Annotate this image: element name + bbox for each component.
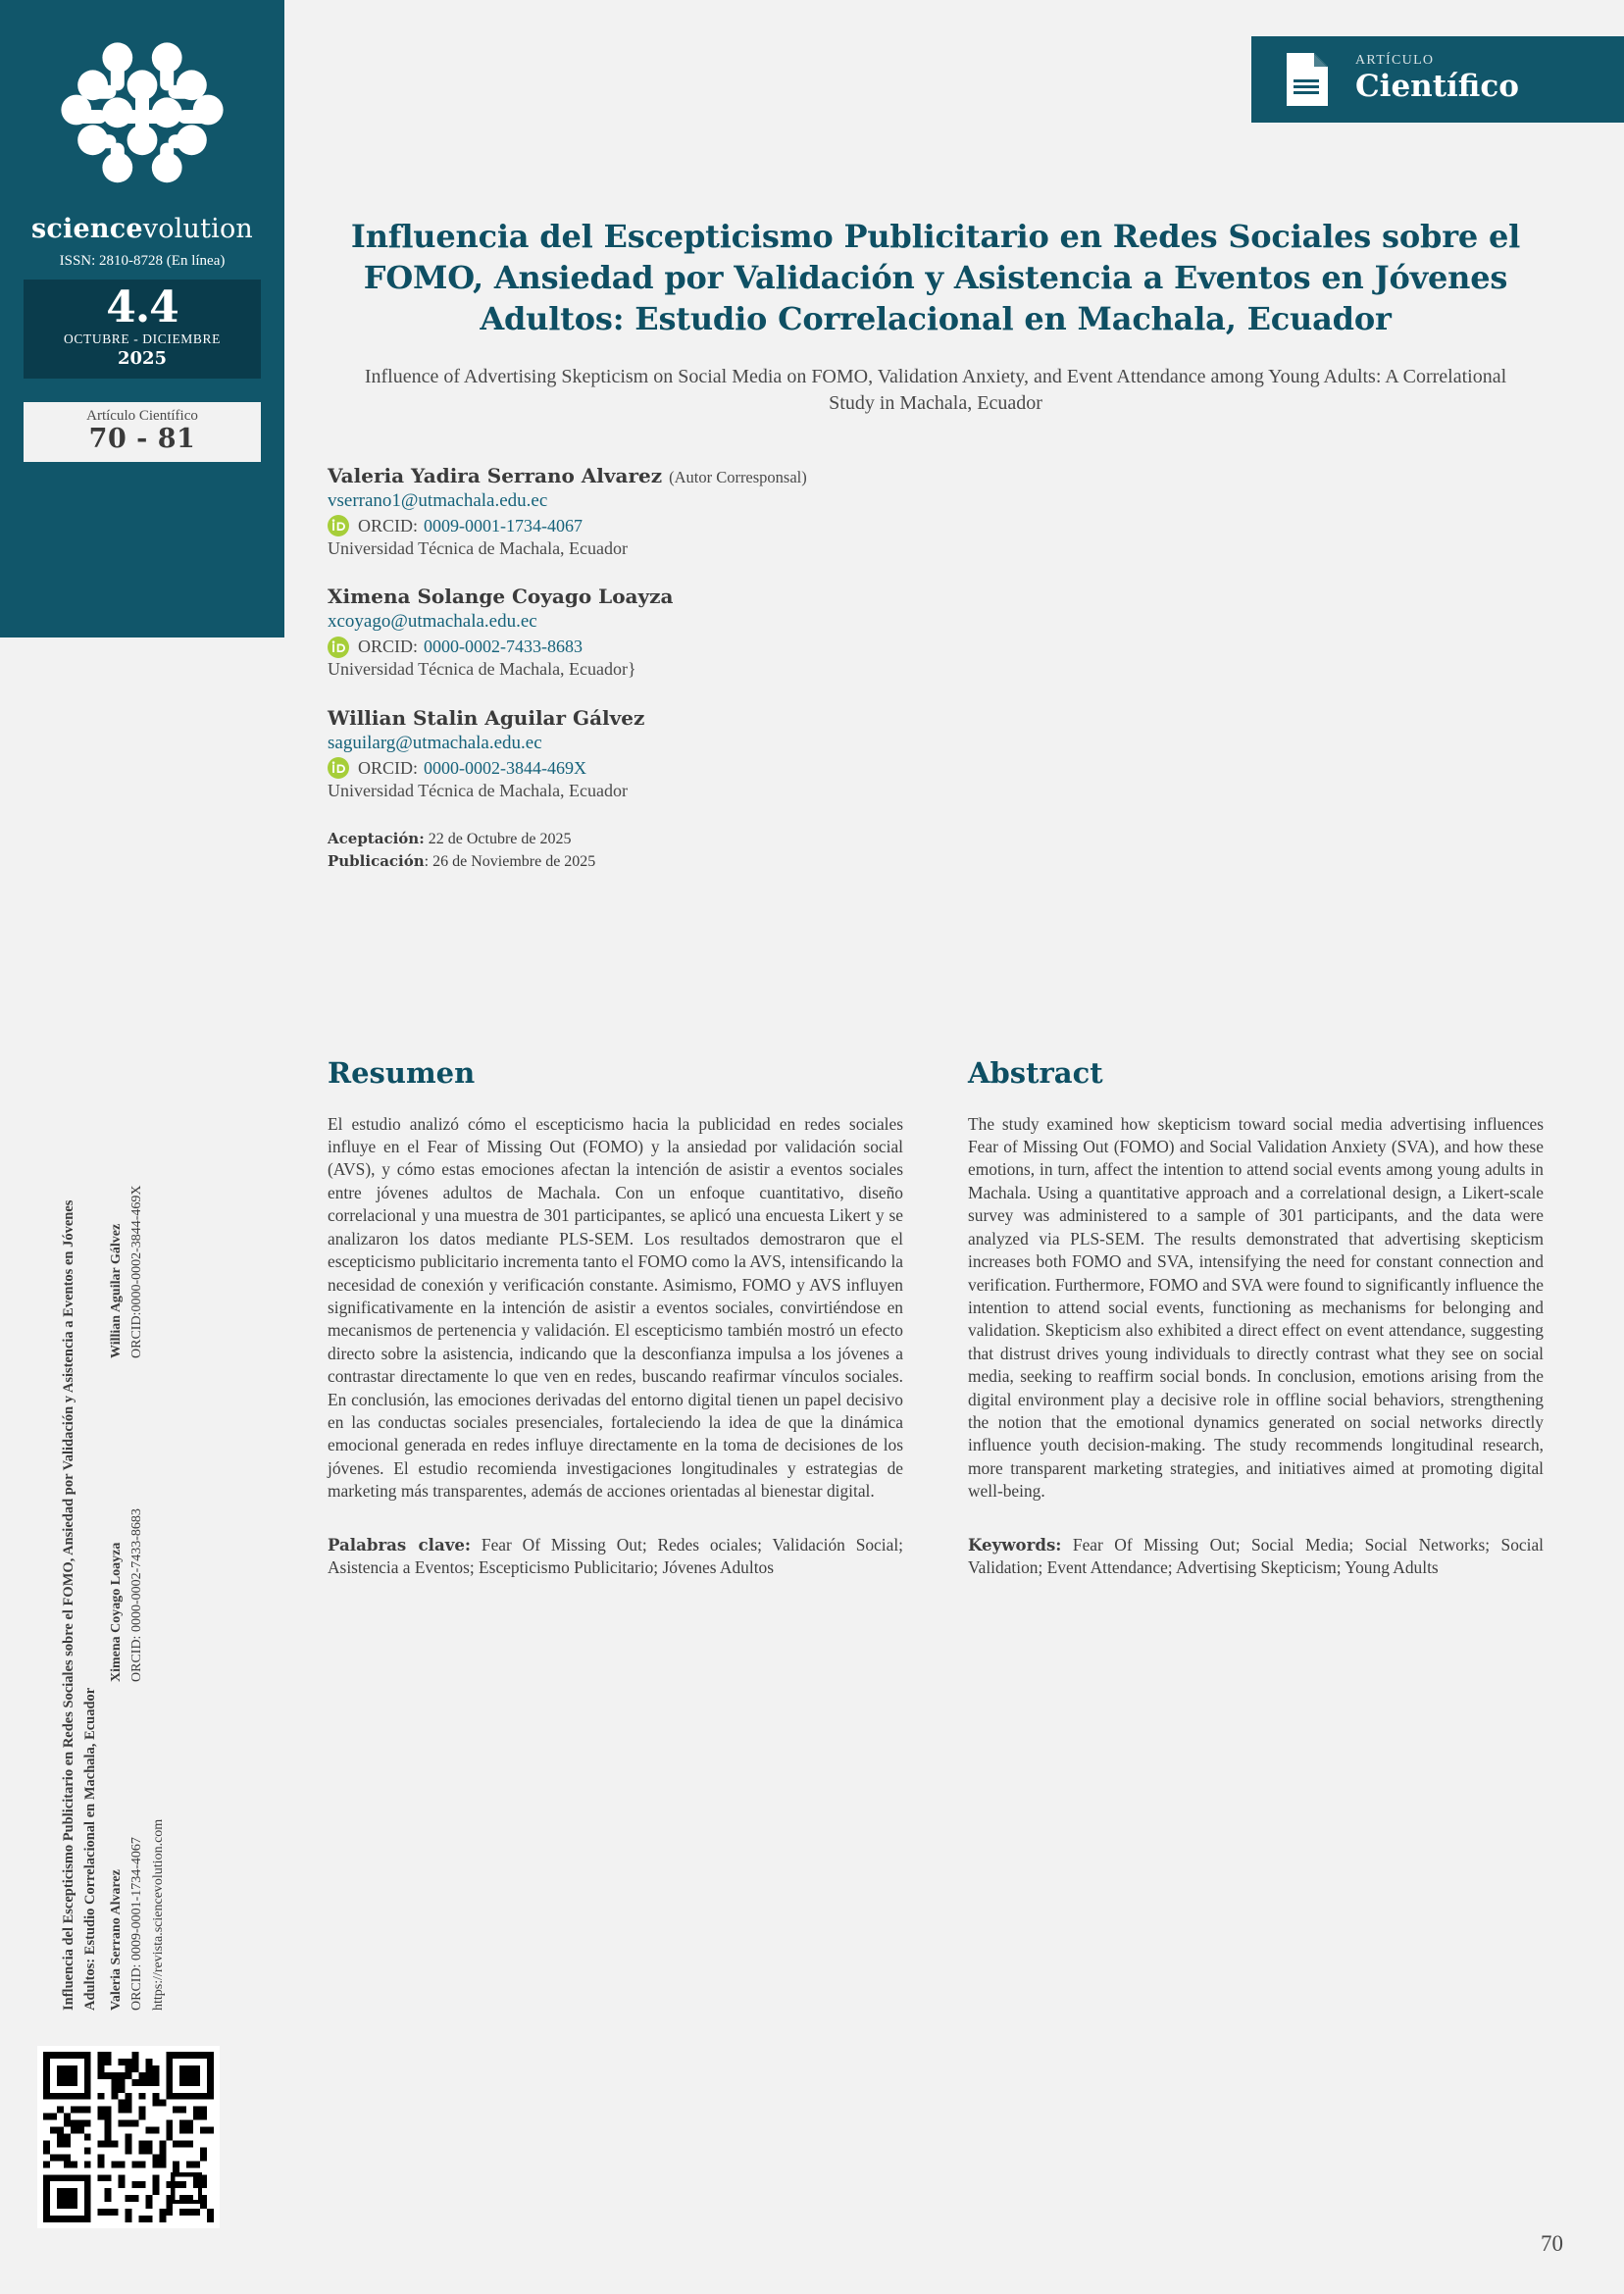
sciencevolution-logo-icon — [60, 27, 225, 192]
author-orcid-line[interactable] — [328, 515, 1014, 537]
issue-number: 4.4 — [106, 282, 178, 332]
running-author-2-name: Ximena Coyago Loayza — [109, 1542, 124, 1682]
author-name — [328, 705, 1014, 732]
brand-wordmark-bold: science — [31, 214, 143, 244]
orcid-label: ORCID: — [358, 757, 419, 778]
brand-banner — [0, 0, 284, 637]
running-author-3-orcid: ORCID:0000-0002-3844-469X — [129, 1185, 144, 1358]
orcid-id[interactable]: 0000-0002-7433-8683 — [424, 637, 583, 657]
issue-year: 2025 — [117, 348, 168, 370]
author-name-text: Valeria Yadira Serrano Alvarez — [328, 463, 663, 487]
badge-main-label: Científico — [1355, 69, 1519, 105]
author-block — [328, 705, 1014, 802]
abstract-column — [968, 1056, 1544, 1580]
author-block — [328, 463, 1014, 560]
running-author-2-orcid: ORCID: 0000-0002-7433-8683 — [129, 1508, 144, 1682]
abstract-keywords — [968, 1534, 1544, 1580]
running-author-1-name: Valeria Serrano Alvarez — [109, 1869, 124, 2011]
orcid-label: ORCID: — [358, 515, 419, 535]
resumen-keywords-value: Fear Of Missing Out; Redes ociales; Validación Social; Asistencia a Eventos; Escepticismo Publicitario; Jóvenes Adultos — [328, 1534, 903, 1577]
brand-wordmark-light: volution — [142, 214, 253, 244]
abstract-columns — [328, 1056, 1544, 1580]
orcid-id[interactable]: 0000-0002-3844-469X — [424, 757, 586, 778]
author-orcid-line[interactable] — [328, 636, 1014, 658]
publication-date-line — [328, 850, 1544, 873]
acceptance-value: 22 de Octubre de 2025 — [424, 831, 572, 848]
authors-list — [328, 463, 1014, 802]
page-title: Influencia del Escepticismo Publicitario en Redes Sociales sobre el FOMO, Ansiedad por Validación y Asistencia a Eventos en Jóvenes Adultos: Estudio Correlacional en Machala, Ecuador — [350, 218, 1521, 338]
author-affiliation: Universidad Técnica de Machala, Ecuador} — [328, 659, 636, 680]
page-number: 70 — [1541, 2231, 1563, 2256]
article-kind-label: Artículo Científico — [86, 408, 198, 424]
badge-kicker: ARTÍCULO — [1355, 53, 1435, 69]
vertical-running-head — [43, 642, 229, 2035]
abstract-keywords-label: Keywords: — [968, 1534, 1062, 1555]
abstract-heading: Abstract — [968, 1055, 1103, 1090]
publication-value: : 26 de Noviembre de 2025 — [424, 853, 596, 871]
issue-months: OCTUBRE - DICIEMBRE — [64, 331, 221, 347]
publication-label: Publicación — [328, 852, 425, 871]
corresponding-author-note: (Autor Corresponsal) — [669, 467, 807, 486]
publication-dates — [328, 828, 1544, 873]
author-email[interactable]: saguilarg@utmachala.edu.ec — [328, 732, 542, 753]
author-name-text: Ximena Solange Coyago Loayza — [328, 585, 674, 609]
resumen-heading: Resumen — [328, 1055, 476, 1090]
main-content — [328, 0, 1544, 1579]
running-title-line1: Influencia del Escepticismo Publicitario en Redes Sociales sobre el FOMO, Ansiedad por Validación y Asistencia a Eventos en Jóvenes — [61, 1199, 76, 2011]
abstract-keywords-value: Fear Of Missing Out; Social Media; Social Networks; Social Validation; Event Attendance; Advertising Skepticism; Young Adults — [968, 1534, 1544, 1577]
author-affiliation: Universidad Técnica de Machala, Ecuador — [328, 780, 629, 800]
author-affiliation: Universidad Técnica de Machala, Ecuador — [328, 537, 629, 558]
author-name-text: Willian Stalin Aguilar Gálvez — [328, 705, 645, 730]
page-subtitle-english: Influence of Advertising Skepticism on Social Media on FOMO, Validation Anxiety, and Event Attendance among Young Adults: A Correlational Study in Machala, Ecuador — [364, 365, 1507, 415]
resumen-keywords — [328, 1534, 903, 1580]
resumen-body: El estudio analizó cómo el escepticismo hacia la publicidad en redes sociales influye en el Fear of Missing Out (FOMO) y la ansiedad por validación social (AVS), y cómo estas emociones afectan la intención de asistir a eventos sociales entre jóvenes adultos de Machala. Con un enfoque cuantitativo, diseño correlacional y una muestra de 301 participantes, se aplicó una encuesta Likert y se analizaron los datos mediante PLS-SEM. Los resultados demostraron que el escepticismo publicitario incrementa tanto el FOMO como la AVS, intensificando la necesidad de conexión y verificación constante. Asimismo, FOMO y AVS influyen significativamente en la intención de asistir a eventos sociales, convirtiéndose en mecanismos de pertenencia y validación. El escepticismo también mostró un efecto directo sobre la asistencia, indicando que la desconfianza impulsa a los jóvenes a contrastar directamente lo que ven en redes, buscando reafirmar vínculos sociales. En conclusión, las emociones derivadas del entorno digital tienen un papel decisivo en las conductas sociales presenciales, fortaleciendo la idea de que la dinámica emocional generada en redes influye directamente en la toma de decisiones de los jóvenes. El estudio recomienda investigaciones longitudinales y estrategias de marketing más transparentes, además de acciones orientadas al bienestar digital. — [328, 1113, 903, 1502]
qr-code[interactable] — [37, 2046, 220, 2228]
author-email[interactable]: xcoyago@utmachala.edu.ec — [328, 611, 537, 633]
journal-url[interactable]: https://revista.sciencevolution.com — [151, 1818, 166, 2011]
orcid-icon — [328, 515, 349, 536]
author-block — [328, 584, 1014, 681]
issn-text: ISSN: 2810-8728 (En línea) — [59, 253, 226, 269]
running-title-line2: Adultos: Estudio Correlacional en Machala, Ecuador — [82, 1687, 98, 2011]
author-name — [328, 463, 1014, 489]
running-author-1-orcid: ORCID: 0009-0001-1734-4067 — [129, 1837, 144, 2011]
pages-box — [24, 402, 261, 462]
acceptance-label: Aceptación: — [328, 830, 425, 848]
abstract-body: The study examined how skepticism toward social media advertising influences Fear of Missing Out (FOMO) and Social Validation Anxiety (SVA), and how these emotions, in turn, affect the intention to attend social events among young adults in Machala. Using a quantitative approach and a correlational design, a Likert-scale survey was administered to a sample of 301 participants, and the data were analyzed via PLS-SEM. The results demonstrated that advertising skepticism increases both FOMO and SVA, intensifying the need for constant connection and verification. Furthermore, FOMO and SVA were found to significantly influence the intention to attend social events, functioning as mechanisms for belonging and validation. Skepticism also exhibited a direct effect on event attendance, suggesting that distrust drives young individuals to directly contrast what they see on social media, seeking to reaffirm social bonds. In conclusion, emotions arising from the digital environment play a decisive role in offline social behaviors, strengthening the notion that the emotional dynamics generated on social networks directly influence youth decision-making. The study recommends longitudinal research, more transparent marketing strategies, and initiatives aimed at promoting digital well-being. — [968, 1113, 1544, 1502]
author-orcid-line[interactable] — [328, 757, 1014, 780]
orcid-label: ORCID: — [358, 637, 419, 657]
author-name — [328, 584, 1014, 610]
orcid-icon — [328, 637, 349, 658]
orcid-id[interactable]: 0009-0001-1734-4067 — [424, 515, 583, 535]
resumen-keywords-label: Palabras clave: — [328, 1534, 472, 1555]
acceptance-date-line — [328, 828, 1544, 850]
resumen-column — [328, 1056, 903, 1580]
page-range: 70 - 81 — [88, 424, 196, 454]
brand-wordmark — [0, 214, 284, 244]
orcid-icon — [328, 757, 349, 779]
author-email[interactable]: vserrano1@utmachala.edu.ec — [328, 489, 548, 511]
running-author-3-name: Willian Aguilar Gálvez — [109, 1223, 124, 1358]
issue-box — [24, 280, 261, 379]
